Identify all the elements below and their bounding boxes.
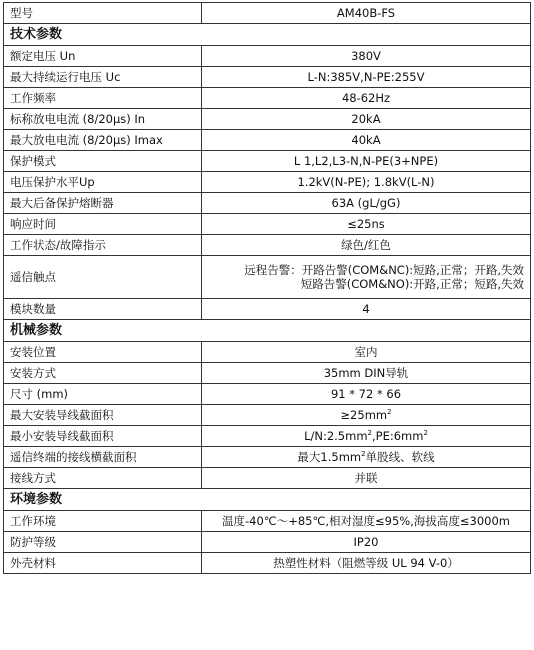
row-value: 48-62Hz [202, 88, 531, 109]
row-value: IP20 [202, 532, 531, 553]
table-row [4, 109, 531, 130]
table-row [4, 256, 531, 299]
value-text: 最大1.5mm [297, 450, 362, 464]
row-value [202, 256, 531, 299]
row-value: 40kA [202, 130, 531, 151]
table-row [4, 299, 531, 320]
row-value: 并联 [202, 468, 531, 489]
row-label: 额定电压 Un [4, 46, 202, 67]
table-row [4, 88, 531, 109]
table-row [4, 405, 531, 426]
row-label: 外壳材料 [4, 553, 202, 574]
table-row [4, 151, 531, 172]
row-value: 4 [202, 299, 531, 320]
row-value: 35mm DIN导轨 [202, 363, 531, 384]
row-label: 最大持续运行电压 Uc [4, 67, 202, 88]
row-value: AM40B-FS [202, 3, 531, 24]
remote-alarm-line-2: 短路告警(COM&NO):开路,正常；短路,失效 [300, 277, 524, 291]
row-label: 安装位置 [4, 342, 202, 363]
row-value: L 1,L2,L3-N,N-PE(3+NPE) [202, 151, 531, 172]
row-label: 型号 [4, 3, 202, 24]
table-row [4, 235, 531, 256]
row-value [202, 447, 531, 468]
table-row [4, 363, 531, 384]
superscript: 2 [367, 429, 372, 438]
table-row [4, 511, 531, 532]
row-label: 最大安装导线截面积 [4, 405, 202, 426]
row-label: 标称放电电流 (8/20μs) In [4, 109, 202, 130]
row-label: 电压保护水平Up [4, 172, 202, 193]
row-value: 室内 [202, 342, 531, 363]
section-title: 环境参数 [4, 489, 531, 511]
row-label: 最小安装导线截面积 [4, 426, 202, 447]
row-label: 遥信终端的接线横截面积 [4, 447, 202, 468]
remote-alarm-line-1: 远程告警：开路告警(COM&NC):短路,正常；开路,失效 [244, 263, 524, 277]
row-value [202, 405, 531, 426]
row-label: 保护模式 [4, 151, 202, 172]
table-row [4, 67, 531, 88]
superscript: 2 [423, 429, 428, 438]
section-header [4, 320, 531, 342]
superscript: 2 [361, 450, 366, 459]
value-tail: 单股线、软线 [365, 450, 435, 464]
row-value: ≤25ns [202, 214, 531, 235]
row-value: 20kA [202, 109, 531, 130]
table-row [4, 447, 531, 468]
superscript: 2 [387, 408, 392, 417]
row-value: 63A (gL/gG) [202, 193, 531, 214]
section-title: 机械参数 [4, 320, 531, 342]
table-row [4, 553, 531, 574]
spec-table [3, 2, 531, 574]
row-label: 尺寸 (mm) [4, 384, 202, 405]
section-title: 技术参数 [4, 24, 531, 46]
row-label: 安装方式 [4, 363, 202, 384]
row-value [202, 426, 531, 447]
row-label: 接线方式 [4, 468, 202, 489]
row-label: 模块数量 [4, 299, 202, 320]
table-row [4, 342, 531, 363]
table-row [4, 130, 531, 151]
row-value: 热塑性材料（阻燃等级 UL 94 V-0） [202, 553, 531, 574]
row-label: 最大放电电流 (8/20μs) Imax [4, 130, 202, 151]
row-label: 工作环境 [4, 511, 202, 532]
value-tail: ,PE:6mm [372, 429, 424, 443]
section-header [4, 24, 531, 46]
table-row [4, 426, 531, 447]
section-header [4, 489, 531, 511]
row-value: 380V [202, 46, 531, 67]
table-row [4, 532, 531, 553]
row-value: 温度-40℃～+85℃,相对湿度≤95%,海拔高度≤3000m [202, 511, 531, 532]
table-row [4, 46, 531, 67]
row-value: 绿色/红色 [202, 235, 531, 256]
table-row [4, 172, 531, 193]
table-row [4, 3, 531, 24]
value-text: L/N:2.5mm [304, 429, 368, 443]
row-label: 遥信触点 [4, 256, 202, 299]
table-row [4, 193, 531, 214]
value-text: ≥25mm [340, 408, 388, 422]
row-value: 91 * 72 * 66 [202, 384, 531, 405]
row-label: 工作频率 [4, 88, 202, 109]
row-label: 工作状态/故障指示 [4, 235, 202, 256]
table-row [4, 384, 531, 405]
table-row [4, 468, 531, 489]
row-label: 防护等级 [4, 532, 202, 553]
row-value: 1.2kV(N-PE); 1.8kV(L-N) [202, 172, 531, 193]
row-value: L-N:385V,N-PE:255V [202, 67, 531, 88]
table-row [4, 214, 531, 235]
row-label: 响应时间 [4, 214, 202, 235]
row-label: 最大后备保护熔断器 [4, 193, 202, 214]
